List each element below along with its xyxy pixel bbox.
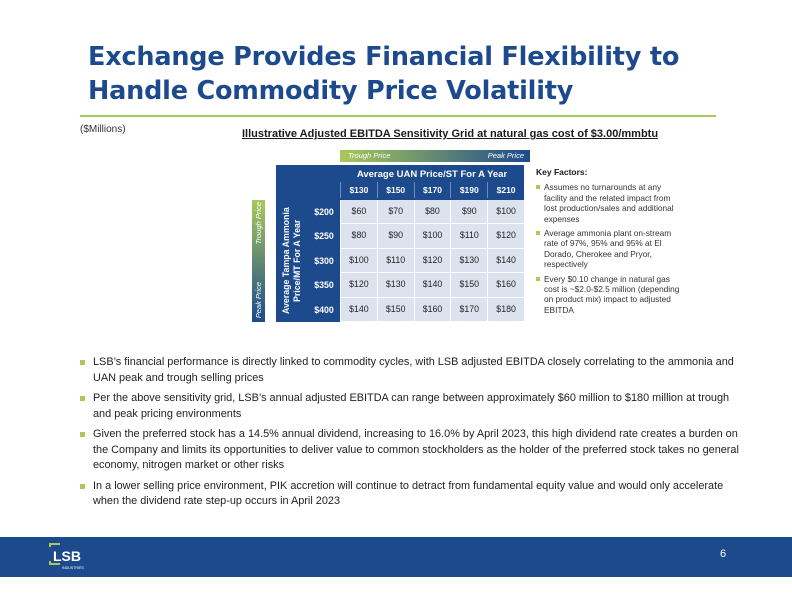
grid-cell: $80	[340, 224, 377, 248]
key-factor-item: Assumes no turnarounds at any facility and the related impact from lost production/sales and additional expenses	[536, 182, 682, 224]
band-left-trough-label: Trough Price	[254, 202, 263, 245]
price-band-horizontal	[340, 150, 530, 162]
grid-cell: $120	[414, 249, 451, 273]
key-factors-title: Key Factors:	[536, 167, 588, 177]
row-label: $250	[314, 231, 334, 242]
grid-row	[308, 298, 524, 322]
grid-cell: $120	[487, 224, 524, 248]
slide-title: Exchange Provides Financial Flexibility to Handle Commodity Price Volatility	[88, 42, 680, 106]
band-top-peak-label: Peak Price	[487, 151, 524, 160]
row-label: $200	[314, 207, 334, 217]
grid-cell: $90	[450, 200, 487, 224]
logo-tagline: INDUSTRIES	[62, 566, 84, 570]
grid-cell: $110	[377, 249, 414, 273]
grid-heading: Illustrative Adjusted EBITDA Sensitivity Grid at natural gas cost of $3.00/mmbtu	[242, 128, 659, 140]
grid-cell: $150	[377, 298, 414, 322]
grid-cell: $130	[377, 273, 414, 297]
grid-column-headers	[340, 182, 524, 198]
grid-row	[308, 273, 524, 297]
column-header: $130	[340, 182, 377, 198]
grid-cell: $130	[450, 249, 487, 273]
grid-cell: $80	[414, 200, 451, 224]
band-top-trough-label: Trough Price	[348, 151, 391, 160]
bullet-item: Per the above sensitivity grid, LSB’s annual adjusted EBITDA can range between approximately $60 million to $180 million at trough and peak pricing environments	[80, 391, 740, 422]
price-band-vertical	[252, 200, 265, 322]
grid-cell: $120	[340, 273, 377, 297]
grid-cell: $140	[340, 298, 377, 322]
grid-cell: $140	[414, 273, 451, 297]
summary-bullets	[80, 355, 740, 515]
row-label: $300	[314, 255, 334, 266]
grid-cell: $140	[487, 249, 524, 273]
column-header: $190	[450, 182, 487, 198]
column-header: $150	[377, 182, 414, 198]
row-label: $400	[314, 304, 334, 315]
bullet-item: Given the preferred stock has a 14.5% annual dividend, increasing to 16.0% by April 2023, this high dividend rate creates a burden on the Company and limits its opportunities to deliver value to common stockholders as the holder of the preferred stock takes no general economy, nitrogen market or other risks	[80, 427, 740, 474]
row-label: $350	[314, 280, 334, 291]
grid-cell: $180	[487, 298, 524, 322]
units-label: ($Millions)	[80, 124, 126, 135]
key-factor-item: Average ammonia plant on-stream rate of 97%, 95% and 95% at El Dorado, Cherokee and Pryor, respectively	[536, 228, 682, 270]
grid-cell: $90	[377, 224, 414, 248]
grid-rows	[308, 200, 524, 322]
grid-cell: $100	[414, 224, 451, 248]
grid-cell: $70	[377, 200, 414, 224]
grid-cell: $170	[450, 298, 487, 322]
grid-row	[308, 224, 524, 248]
band-left-peak-label: Peak Price	[254, 281, 263, 318]
column-header: $210	[487, 182, 524, 198]
title-divider	[80, 115, 716, 117]
grid-row	[308, 200, 524, 224]
grid-cell: $60	[340, 200, 377, 224]
grid-column-title: Average UAN Price/ST For A Year	[356, 169, 508, 180]
grid-cell: $160	[487, 273, 524, 297]
column-header: $170	[414, 182, 451, 198]
bullet-item: LSB’s financial performance is directly linked to commodity cycles, with LSB adjusted EBITDA closely correlating to the ammonia and UAN peak and trough selling prices	[80, 355, 740, 386]
page-number: 6	[720, 548, 727, 560]
grid-row	[308, 249, 524, 273]
grid-cell: $100	[487, 200, 524, 224]
bullet-item: In a lower selling price environment, PIK accretion will continue to detract from fundamental equity value and would only accelerate when the dividend rate step-up occurs in April 2023	[80, 479, 740, 510]
grid-cell: $100	[340, 249, 377, 273]
grid-cell: $160	[414, 298, 451, 322]
footer-bar	[0, 537, 792, 577]
logo-letters: LSB	[53, 548, 81, 564]
grid-cell: $150	[450, 273, 487, 297]
grid-cell: $110	[450, 224, 487, 248]
lsb-logo	[48, 543, 94, 571]
key-factors-panel	[536, 167, 682, 319]
grid-row-title: Average Tampa Ammonia Price/MT For A Year	[281, 207, 302, 315]
grid-row-title-wrap	[276, 200, 308, 322]
key-factor-item: Every $0.10 change in natural gas cost is ~$2.0-$2.5 million (depending on product mix) impact to adjusted EBITDA	[536, 274, 682, 316]
